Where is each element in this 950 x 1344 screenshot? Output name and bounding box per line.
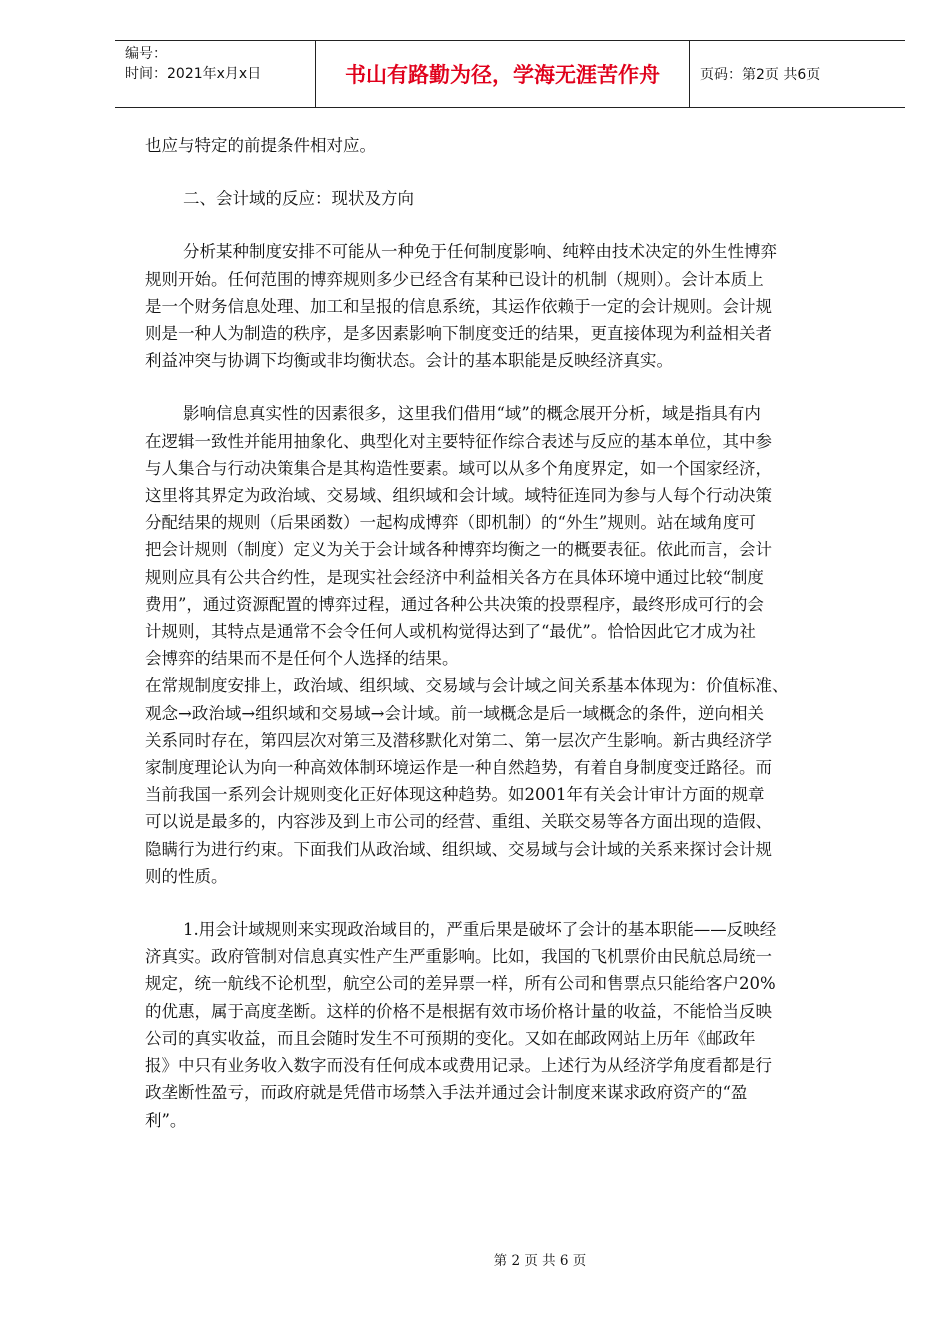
paragraph-line: 利益冲突与协调下均衡或非均衡状态。会计的基本职能是反映经济真实。: [145, 351, 673, 371]
paragraph: [145, 132, 895, 159]
paragraph-line: 计规则，其特点是通常不会令任何人或机构觉得达到了“最优”。恰恰因此它才成为社: [145, 622, 756, 642]
footer-page-number: 第 2 页 共 6 页: [493, 1253, 587, 1269]
paragraph-line: 费用”，通过资源配置的博弈过程，通过各种公共决策的投票程序，最终形成可行的会: [145, 594, 764, 614]
paragraph: [145, 400, 895, 672]
paragraph-line: 1.用会计域规则来实现政治域目的，严重后果是破坏了会计的基本职能——反映经: [183, 920, 777, 940]
paragraph-line: 当前我国一系列会计规则变化正好体现这种趋势。如2001年有关会计审计方面的规章: [145, 785, 765, 805]
motto-text: 书山有路勤为径，学海无涯苦作舟: [345, 63, 660, 87]
paragraph-line: 规则应具有公共合约性，是现实社会经济中利益相关各方在具体环境中通过比较“制度: [145, 567, 764, 587]
paragraph-line: 也应与特定的前提条件相对应。: [145, 136, 376, 155]
page-info-text: 页码：第2页 共6页: [700, 67, 821, 83]
paragraph-line: 影响信息真实性的因素很多，这里我们借用“域”的概念展开分析，域是指具有内: [183, 404, 761, 424]
paragraph-line: 分配结果的规则（后果函数）一起构成博弈（即机制）的“外生”规则。站在域角度可: [145, 513, 756, 533]
page-footer: [0, 1249, 950, 1269]
paragraph-line: 利”。: [145, 1110, 187, 1130]
paragraph-line: 隐瞒行为进行约束。下面我们从政治域、组织域、交易域与会计域的关系来探讨会计规: [145, 839, 772, 859]
paragraph-line: 政垄断性盈亏，而政府就是凭借市场禁入手法并通过会计制度来谋求政府资产的“盈: [145, 1083, 748, 1103]
paragraph-line: 则是一种人为制造的秩序，是多因素影响下制度变迁的结果，更直接体现为利益相关者: [145, 324, 772, 344]
page-header: [115, 40, 905, 108]
paragraph: [145, 916, 895, 1134]
paragraph-line: 二、会计域的反应：现状及方向: [183, 189, 414, 209]
header-motto: [316, 41, 690, 107]
paragraph: [145, 238, 895, 374]
paragraph-line: 规则开始。任何范围的博弈规则多少已经含有某种已设计的机制（规则）。会计本质上: [145, 269, 764, 289]
paragraph-line: 与人集合与行动决策集合是其构造性要素。域可以从多个角度界定，如一个国家经济，: [145, 458, 772, 478]
paragraph-line: 在常规制度安排上，政治域、组织域、交易域与会计域之间关系基本体现为：价值标准、: [145, 676, 789, 696]
paragraph-line: 是一个财务信息处理、加工和呈报的信息系统，其运作依赖于一定的会计规则。会计规: [145, 296, 772, 316]
paragraph-line: 把会计规则（制度）定义为关于会计域各种博弈均衡之一的概要表征。依此而言，会计: [145, 540, 772, 560]
paragraph-line: 观念→政治域→组织域和交易域→会计域。前一域概念是后一域概念的条件，逆向相关: [145, 703, 764, 723]
paragraph-line: 可以说是最多的，内容涉及到上市公司的经营、重组、关联交易等各方面出现的造假、: [145, 812, 772, 832]
paragraph-line: 公司的真实收益，而且会随时发生不可预期的变化。又如在邮政网站上历年《邮政年: [145, 1028, 756, 1048]
paragraph-line: 这里将其界定为政治域、交易域、组织域和会计域。域特征连同为参与人每个行动决策: [145, 486, 772, 506]
paragraph: [145, 672, 895, 890]
paragraph-line: 关系同时存在，第四层次对第三及潜移默化对第二、第一层次产生影响。新古典经济学: [145, 730, 772, 750]
paragraph-line: 的优惠，属于高度垄断。这样的价格不是根据有效市场价格计量的收益，不能恰当反映: [145, 1001, 772, 1021]
paragraph-line: 分析某种制度安排不可能从一种免于任何制度影响、纯粹由技术决定的外生性博弈: [183, 242, 777, 262]
paragraph: [145, 185, 895, 212]
paragraph-line: 家制度理论认为向一种高效体制环境运作是一种自然趋势，有着自身制度变迁路径。而: [145, 758, 772, 778]
paragraph-line: 济真实。政府管制对信息真实性产生严重影响。比如，我国的飞机票价由民航总局统一: [145, 947, 772, 967]
header-page-info: [690, 41, 905, 107]
paragraph-line: 规定，统一航线不论机型，航空公司的差异票一样，所有公司和售票点只能给客户20%: [145, 974, 776, 994]
document-time-label: 时间：2021年x月x日: [125, 66, 262, 82]
paragraph-line: 在逻辑一致性并能用抽象化、典型化对主要特征作综合表述与反应的基本单位，其中参: [145, 431, 772, 451]
document-body: [145, 132, 895, 1134]
document-number-label: 编号：: [125, 46, 167, 62]
paragraph-line: 则的性质。: [145, 866, 228, 886]
paragraph-line: 会博弈的结果而不是任何个人选择的结果。: [145, 649, 459, 669]
header-meta: [115, 41, 316, 107]
paragraph-line: 报》中只有业务收入数字而没有任何成本或费用记录。上述行为从经济学角度看都是行: [145, 1056, 772, 1076]
